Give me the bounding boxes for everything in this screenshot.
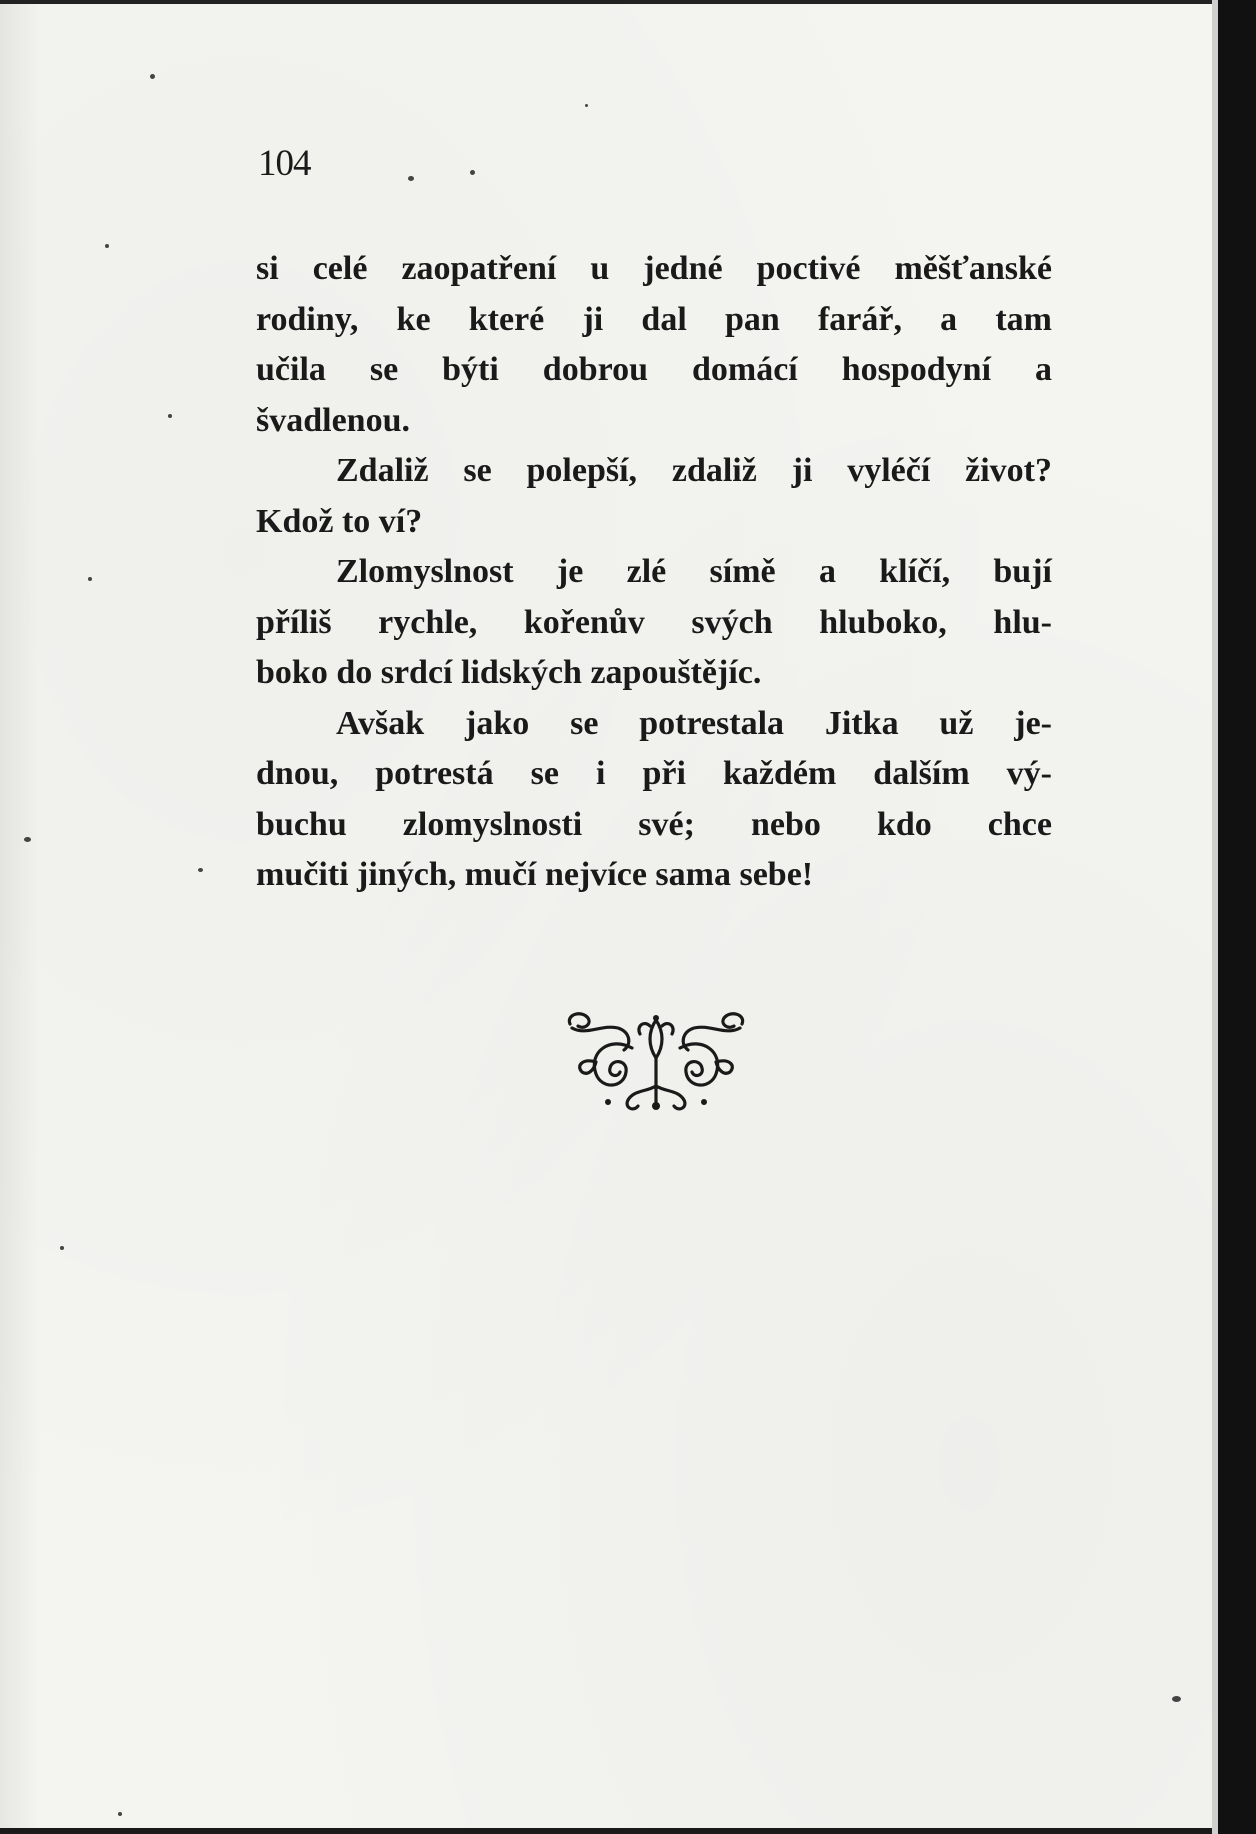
scan-speck — [168, 414, 172, 418]
page-edge-shadow — [0, 4, 40, 1832]
scan-speck — [585, 104, 588, 107]
text-line: Zlomyslnost je zlé símě a klíčí, bují — [336, 553, 1052, 590]
scan-speck — [198, 868, 203, 872]
text-line: Avšak jako se potrestala Jitka už je- — [336, 704, 1052, 742]
text-line: mučiti jiných, mučí nejvíce sama sebe! — [256, 856, 814, 893]
text-line: dnou, potrestá se i při každém dalším vý- — [256, 755, 1052, 792]
scan-speck — [470, 170, 475, 175]
scan-speck — [60, 1246, 64, 1250]
text-line: příliš rychle, kořenův svých hluboko, hlu- — [256, 603, 1052, 641]
scan-speck — [105, 244, 109, 248]
scan-background — [1218, 0, 1256, 1834]
text-line: buchu zlomyslnosti své; nebo kdo chce — [256, 805, 1052, 843]
text-line: Zdaliž se polepší, zdaliž ji vyléčí život? — [336, 452, 1052, 489]
text-line: Kdož to ví? — [256, 502, 423, 540]
body-text — [256, 244, 1052, 901]
text-line: učila se býti dobrou domácí hospodyní a — [256, 351, 1052, 388]
text-line: švadlenou. — [256, 401, 410, 439]
scan-speck — [24, 837, 31, 842]
text-line: boko do srdcí lidských zapouštějíc. — [256, 654, 762, 691]
floral-ornament-icon — [562, 1006, 750, 1116]
scan-speck — [88, 577, 92, 581]
scan-speck — [1172, 1696, 1181, 1702]
scan-speck — [150, 74, 155, 79]
scan-speck — [408, 176, 414, 181]
page-number: 104 — [258, 143, 311, 184]
text-line: rodiny, ke které ji dal pan farář, a tam — [256, 300, 1052, 338]
text-line: si celé zaopatření u jedné poctivé měšťanské — [256, 250, 1052, 287]
scan-speck — [118, 1812, 122, 1816]
